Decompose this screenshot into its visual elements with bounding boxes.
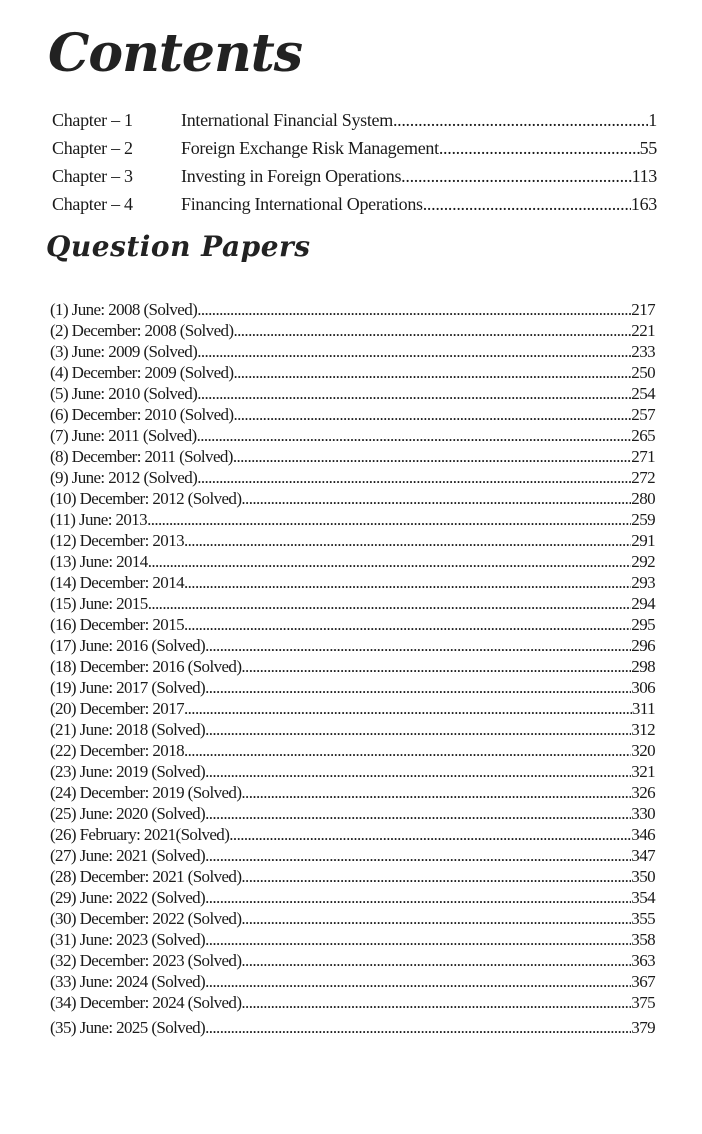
- paper-entry[interactable]: [50, 845, 655, 866]
- page-number: 259: [631, 510, 655, 529]
- paper-title: (4) December: 2009 (Solved): [50, 363, 234, 382]
- paper-entry[interactable]: [50, 404, 655, 425]
- paper-entry[interactable]: [50, 425, 655, 446]
- dot-leader: [148, 551, 632, 572]
- paper-title: (6) December: 2010 (Solved): [50, 405, 234, 424]
- page-number: 233: [631, 342, 655, 361]
- page-number: 295: [631, 615, 655, 634]
- page-number: 311: [631, 699, 655, 718]
- paper-entry[interactable]: [50, 551, 655, 572]
- dot-leader: [241, 992, 631, 1013]
- dot-leader: [229, 824, 631, 845]
- paper-title: (12) December: 2013: [50, 531, 184, 550]
- page-number: 330: [631, 804, 655, 823]
- page-number: 217: [631, 300, 655, 319]
- dot-leader: [241, 656, 631, 677]
- paper-title: (3) June: 2009 (Solved): [50, 342, 198, 361]
- dot-leader: [393, 110, 648, 131]
- paper-title: (7) June: 2011 (Solved): [50, 426, 197, 445]
- page-number: 375: [631, 993, 655, 1012]
- chapter-entry[interactable]: [52, 110, 657, 138]
- paper-entry[interactable]: [50, 488, 655, 509]
- dot-leader: [184, 740, 631, 761]
- paper-entry[interactable]: [50, 530, 655, 551]
- page-number: 250: [631, 363, 655, 382]
- dot-leader: [205, 677, 631, 698]
- chapter-title: Foreign Exchange Risk Management: [181, 138, 439, 158]
- dot-leader: [233, 362, 631, 383]
- page-number: 291: [631, 531, 655, 550]
- paper-entry[interactable]: [50, 929, 655, 950]
- paper-entry[interactable]: [50, 782, 655, 803]
- paper-entry[interactable]: [50, 572, 655, 593]
- page-number: 294: [631, 594, 655, 613]
- page-number: 292: [631, 552, 655, 571]
- page-number: 355: [631, 909, 655, 928]
- dot-leader: [184, 698, 632, 719]
- dot-leader: [241, 488, 631, 509]
- paper-entry[interactable]: [50, 320, 655, 341]
- chapter-list: [52, 110, 657, 222]
- page-number: 298: [631, 657, 655, 676]
- paper-title: (1) June: 2008 (Solved): [50, 300, 198, 319]
- dot-leader: [439, 138, 640, 159]
- dot-leader: [205, 719, 631, 740]
- paper-title: (30) December: 2022 (Solved): [50, 909, 242, 928]
- paper-title: (29) June: 2022 (Solved): [50, 888, 206, 907]
- question-paper-list: [50, 299, 655, 1038]
- paper-title: (11) June: 2013: [50, 510, 148, 529]
- paper-title: (20) December: 2017: [50, 699, 184, 718]
- dot-leader: [205, 929, 631, 950]
- paper-entry[interactable]: [50, 719, 655, 740]
- dot-leader: [241, 950, 631, 971]
- page-number: 379: [631, 1018, 655, 1037]
- page-number: 350: [631, 867, 655, 886]
- dot-leader: [205, 971, 631, 992]
- dot-leader: [401, 166, 631, 187]
- dot-leader: [197, 383, 631, 404]
- paper-entry[interactable]: [50, 803, 655, 824]
- dot-leader: [197, 467, 631, 488]
- dot-leader: [205, 635, 631, 656]
- dot-leader: [184, 530, 631, 551]
- page-number: 113: [631, 166, 657, 186]
- paper-entry[interactable]: [50, 1017, 655, 1038]
- dot-leader: [233, 446, 631, 467]
- paper-title: (27) June: 2021 (Solved): [50, 846, 206, 865]
- paper-title: (18) December: 2016 (Solved): [50, 657, 242, 676]
- paper-entry[interactable]: [50, 908, 655, 929]
- page-number: 363: [631, 951, 655, 970]
- paper-title: (9) June: 2012 (Solved): [50, 468, 198, 487]
- chapter-entry[interactable]: [52, 166, 657, 194]
- dot-leader: [197, 341, 631, 362]
- page-number: 320: [631, 741, 655, 760]
- chapter-number: Chapter – 3: [52, 166, 133, 186]
- paper-title: (16) December: 2015: [50, 615, 184, 634]
- paper-entry[interactable]: [50, 866, 655, 887]
- page-number: 1: [648, 110, 657, 130]
- page-number: 257: [631, 405, 655, 424]
- dot-leader: [197, 425, 632, 446]
- page-number: 312: [631, 720, 655, 739]
- page-number: 280: [631, 489, 655, 508]
- paper-entry[interactable]: [50, 383, 655, 404]
- paper-title: (35) June: 2025 (Solved): [50, 1018, 206, 1037]
- paper-title: (34) December: 2024 (Solved): [50, 993, 242, 1012]
- page-number: 347: [631, 846, 655, 865]
- paper-title: (13) June: 2014: [50, 552, 148, 571]
- dot-leader: [205, 761, 631, 782]
- paper-entry[interactable]: [50, 635, 655, 656]
- chapter-number: Chapter – 2: [52, 138, 133, 158]
- paper-entry[interactable]: [50, 971, 655, 992]
- paper-title: (8) December: 2011 (Solved): [50, 447, 233, 466]
- dot-leader: [184, 614, 631, 635]
- paper-title: (22) December: 2018: [50, 741, 184, 760]
- paper-title: (23) June: 2019 (Solved): [50, 762, 206, 781]
- dot-leader: [241, 782, 631, 803]
- dot-leader: [423, 194, 631, 215]
- page-number: 265: [631, 426, 655, 445]
- paper-title: (21) June: 2018 (Solved): [50, 720, 206, 739]
- paper-title: (32) December: 2023 (Solved): [50, 951, 242, 970]
- paper-entry[interactable]: [50, 992, 655, 1013]
- paper-title: (33) June: 2024 (Solved): [50, 972, 206, 991]
- page-number: 272: [631, 468, 655, 487]
- page-number: 326: [631, 783, 655, 802]
- section-heading: Question Papers: [46, 230, 311, 263]
- page-number: 254: [631, 384, 655, 403]
- paper-title: (2) December: 2008 (Solved): [50, 321, 234, 340]
- chapter-entry[interactable]: [52, 194, 657, 222]
- dot-leader: [233, 404, 631, 425]
- dot-leader: [148, 593, 632, 614]
- chapter-title: Financing International Operations: [181, 194, 423, 214]
- paper-entry[interactable]: [50, 887, 655, 908]
- dot-leader: [147, 509, 631, 530]
- paper-entry[interactable]: [50, 362, 655, 383]
- paper-title: (31) June: 2023 (Solved): [50, 930, 206, 949]
- page-number: 221: [631, 321, 655, 340]
- dot-leader: [205, 845, 631, 866]
- paper-entry[interactable]: [50, 677, 655, 698]
- page-number: 306: [631, 678, 655, 697]
- dot-leader: [205, 1017, 631, 1038]
- paper-entry[interactable]: [50, 593, 655, 614]
- page-number: 296: [631, 636, 655, 655]
- paper-entry[interactable]: [50, 824, 655, 845]
- page-number: 354: [631, 888, 655, 907]
- chapter-entry[interactable]: [52, 138, 657, 166]
- dot-leader: [205, 803, 631, 824]
- chapter-title: International Financial System: [181, 110, 393, 130]
- page-number: 321: [631, 762, 655, 781]
- paper-entry[interactable]: [50, 467, 655, 488]
- page-number: 271: [631, 447, 655, 466]
- chapter-title: Investing in Foreign Operations: [181, 166, 402, 186]
- dot-leader: [241, 908, 631, 929]
- paper-entry[interactable]: [50, 614, 655, 635]
- page-title: Contents: [48, 23, 303, 84]
- dot-leader: [184, 572, 631, 593]
- chapter-number: Chapter – 4: [52, 194, 133, 214]
- paper-title: (5) June: 2010 (Solved): [50, 384, 198, 403]
- paper-entry[interactable]: [50, 698, 655, 719]
- paper-title: (17) June: 2016 (Solved): [50, 636, 206, 655]
- paper-title: (24) December: 2019 (Solved): [50, 783, 242, 802]
- chapter-number: Chapter – 1: [52, 110, 133, 130]
- page-number: 55: [639, 138, 657, 158]
- paper-entry[interactable]: [50, 446, 655, 467]
- paper-entry[interactable]: [50, 509, 655, 530]
- dot-leader: [233, 320, 631, 341]
- paper-title: (10) December: 2012 (Solved): [50, 489, 242, 508]
- paper-entry[interactable]: [50, 299, 655, 320]
- paper-entry[interactable]: [50, 656, 655, 677]
- page-number: 346: [631, 825, 655, 844]
- paper-title: (14) December: 2014: [50, 573, 184, 592]
- dot-leader: [205, 887, 631, 908]
- dot-leader: [241, 866, 631, 887]
- paper-entry[interactable]: [50, 341, 655, 362]
- paper-title: (19) June: 2017 (Solved): [50, 678, 206, 697]
- paper-title: (15) June: 2015: [50, 594, 148, 613]
- paper-title: (28) December: 2021 (Solved): [50, 867, 242, 886]
- dot-leader: [197, 299, 631, 320]
- paper-title: (26) February: 2021(Solved): [50, 825, 230, 844]
- paper-entry[interactable]: [50, 740, 655, 761]
- page-number: 367: [631, 972, 655, 991]
- page-number: 358: [631, 930, 655, 949]
- page-number: 293: [631, 573, 655, 592]
- paper-entry[interactable]: [50, 761, 655, 782]
- paper-entry[interactable]: [50, 950, 655, 971]
- page-number: 163: [630, 194, 657, 214]
- paper-title: (25) June: 2020 (Solved): [50, 804, 206, 823]
